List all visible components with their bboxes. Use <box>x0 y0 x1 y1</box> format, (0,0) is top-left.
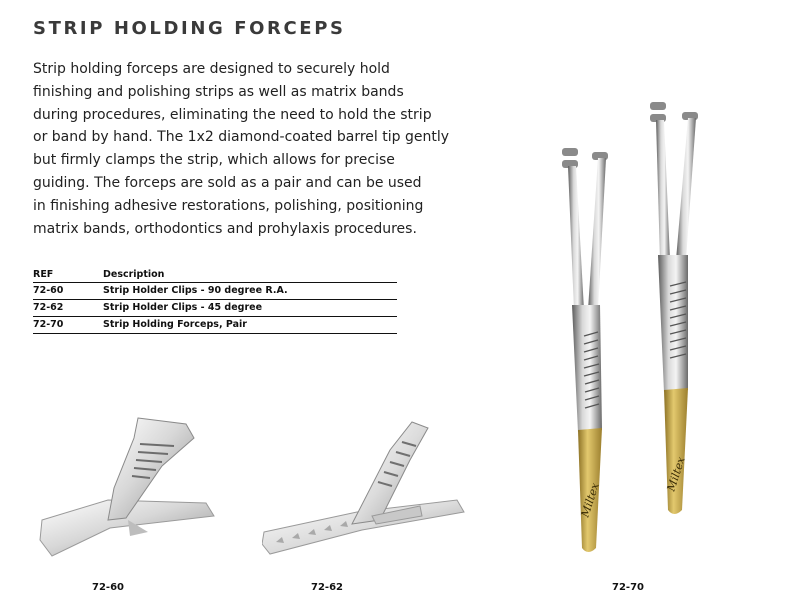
brand-mark-right: Miltex <box>664 455 688 493</box>
product-caption-72-60: 72-60 <box>92 582 124 593</box>
description-cell: Strip Holder Clips - 90 degree R.A. <box>103 285 288 296</box>
description-line: finishing and polishing strips as well as matrix bands <box>33 83 404 100</box>
description-column-header: Description <box>103 269 165 280</box>
description-cell: Strip Holding Forceps, Pair <box>103 319 247 330</box>
ref-cell: 72-62 <box>33 302 64 313</box>
description-cell: Strip Holder Clips - 45 degree <box>103 302 263 313</box>
table-row <box>33 283 397 300</box>
product-description <box>33 58 450 240</box>
product-caption-72-70: 72-70 <box>612 582 644 593</box>
description-line: during procedures, eliminating the need to hold the strip <box>33 106 432 123</box>
product-image-72-62 <box>262 420 467 555</box>
product-image-72-60 <box>38 408 218 558</box>
table-header-row <box>33 267 397 283</box>
table-row <box>33 317 397 334</box>
table-row <box>33 300 397 317</box>
description-line: in finishing adhesive restorations, polishing, positioning <box>33 197 424 214</box>
product-image-72-70 <box>552 100 722 560</box>
description-line: guiding. The forceps are sold as a pair and can be used <box>33 174 422 191</box>
brand-mark-left: Miltex <box>578 481 602 519</box>
page-title: STRIP HOLDING FORCEPS <box>33 18 346 39</box>
description-line: matrix bands, orthodontics and prohylaxis procedures. <box>33 220 417 237</box>
ref-cell: 72-70 <box>33 319 64 330</box>
ref-cell: 72-60 <box>33 285 64 296</box>
description-line: but firmly clamps the strip, which allows for precise <box>33 152 395 169</box>
description-line: Strip holding forceps are designed to securely hold <box>33 61 390 77</box>
product-caption-72-62: 72-62 <box>311 582 343 593</box>
description-line: or band by hand. The 1x2 diamond-coated barrel tip gently <box>33 129 450 146</box>
reference-table <box>33 267 397 334</box>
ref-column-header: REF <box>33 269 54 280</box>
